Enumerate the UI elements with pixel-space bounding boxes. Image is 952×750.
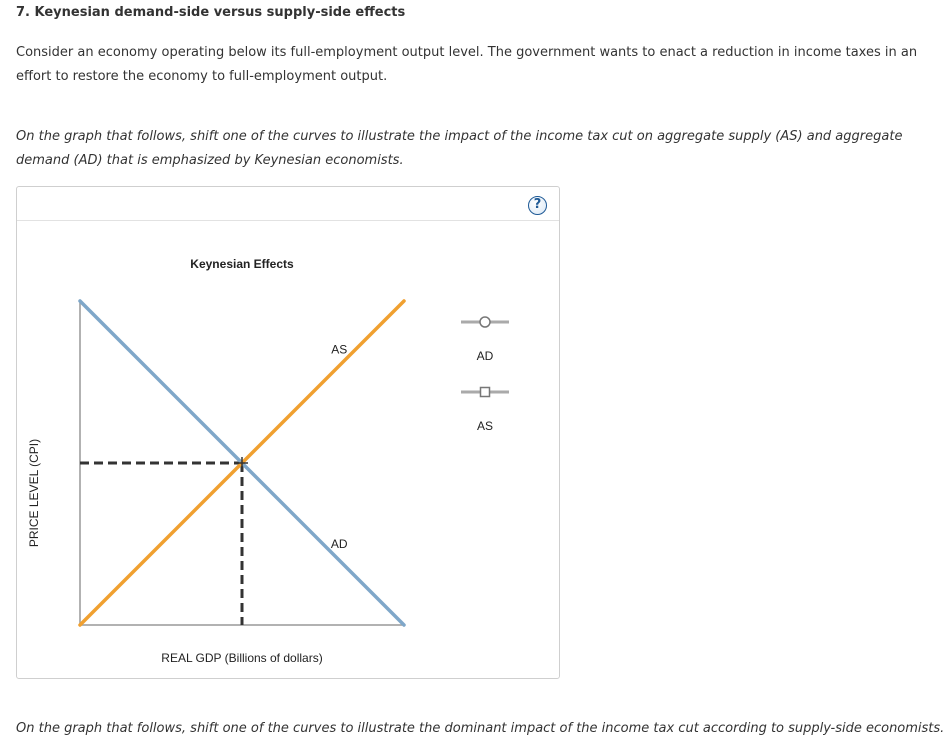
ad-curve-label: AD: [330, 537, 348, 551]
instruction-keynesian: On the graph that follows, shift one of the curves to illustrate the impact of the income tax cut on aggregate supply (AS) and aggregate demand (AD) that is emphasized by Keynesian economists.: [16, 129, 903, 168]
graph-title: Keynesian Effects: [190, 257, 294, 271]
y-axis-label: PRICE LEVEL (CPI): [27, 438, 41, 548]
legend-ad-label: AD: [476, 349, 494, 363]
x-axis-label: REAL GDP (Billions of dollars): [161, 651, 323, 665]
legend-ad-tool[interactable]: [461, 317, 509, 363]
legend-ad-circle-icon[interactable]: [480, 317, 490, 327]
instruction-supply-side: On the graph that follows, shift one of the curves to illustrate the dominant impact of the income tax cut according to supply-side economists.: [16, 721, 945, 736]
legend-as-tool[interactable]: [461, 388, 509, 434]
as-curve-label: AS: [331, 342, 348, 357]
legend-as-square-icon[interactable]: [481, 388, 490, 397]
question-intro: Consider an economy operating below its full-employment output level. The government wants to enact a reduction in income taxes in an effort to restore the economy to full-employment output.: [16, 45, 918, 84]
keynesian-chart: [17, 187, 561, 680]
graph-panel: [16, 186, 560, 679]
legend-as-label: AS: [476, 419, 494, 433]
help-icon[interactable]: ?: [528, 196, 547, 215]
question-title: 7. Keynesian demand-side versus supply-side effects: [16, 5, 406, 20]
